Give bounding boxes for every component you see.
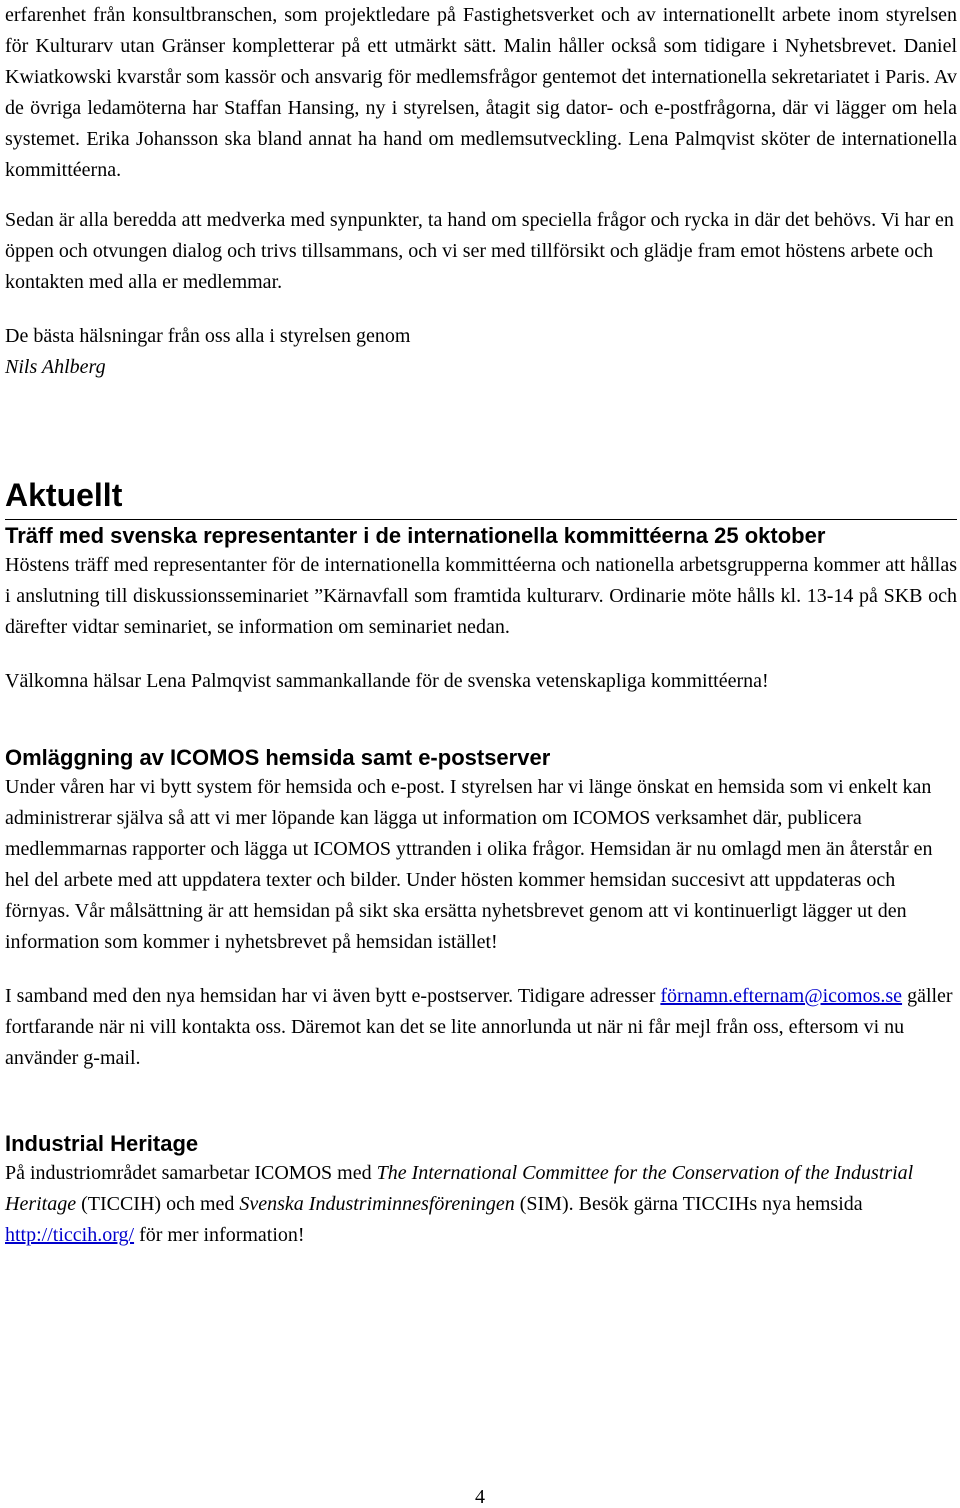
meeting-heading: Träff med svenska representanter i de internationella kommittéerna 25 oktober <box>5 523 826 548</box>
website-paragraph-2-start: I samband med den nya hemsidan har vi även bytt e-postserver. Tidigare adresser <box>5 985 656 1007</box>
industrial-text-4: för mer information! <box>139 1224 305 1246</box>
page-number: 4 <box>475 1486 485 1508</box>
website-paragraph-2-end: gäller fortfarande när ni vill kontakta oss. Däremot kan det se lite annorlunda ut när ni får mejl från oss, eftersom vi nu använder g-mail. <box>5 985 953 1069</box>
website-paragraph-1: Under våren har vi bytt system för hemsida och e-post. I styrelsen har vi länge önskat en hemsida som vi enkelt kan administrerar själva så att vi mer löpande kan lägga ut information om ICOMOS verksamhet där, publicera medlemmarnas rapporter och lägga ut ICOMOS yttranden i olika frågor. Hemsidan är nu omlagd men än återstår en hel del arbete med att uppdatera texter och bilder. Under hösten kommer hemsidan succesivt att uppdateras och förnyas. Vår målsättning är att hemsidan på sikt ska ersätta nyhetsbrevet genom att vi kontinuerligt lägger ut den information som kommer i nyhetsbrevet på hemsidan istället! <box>5 776 933 953</box>
intro-paragraph-2: Sedan är alla beredda att medverka med synpunkter, ta hand om speciella frågor och rycka in där det behövs. Vi har en öppen och otvungen dialog och trivs tillsammans, och vi ser med tillförsikt och glädje fram emot höstens arbete och kontakten med alla er medlemmar. <box>5 209 954 293</box>
meeting-paragraph-1: Höstens träff med representanter för de internationella kommittéerna och nationella arbetsgrupperna kommer att hållas i anslutning till diskussionsseminariet ”Kärnavfall som framtida kulturarv. Ordinarie möte hålls kl. 13-14 på SKB och därefter vidtar seminariet, se information om seminariet nedan. <box>5 554 957 638</box>
industrial-text-3: (SIM). Besök gärna TICCIHs nya hemsida <box>519 1193 863 1215</box>
website-heading: Omläggning av ICOMOS hemsida samt e-postserver <box>5 745 551 770</box>
website-paragraph-2 <box>5 981 957 1074</box>
industrial-paragraph <box>5 1158 957 1251</box>
document-page <box>5 0 957 1251</box>
email-link[interactable]: förnamn.efternam@icomos.se <box>660 985 903 1007</box>
industrial-text-2: (TICCIH) och med <box>81 1193 235 1215</box>
sim-name: Svenska Industriminnesföreningen <box>239 1193 515 1215</box>
section-title-aktuellt: Aktuellt <box>5 477 957 520</box>
ticcih-name: The International Committee for the Conservation of the Industrial Heritage <box>5 1162 914 1215</box>
greeting-line: De bästa hälsningar från oss alla i styrelsen genom <box>5 325 411 347</box>
industrial-heading: Industrial Heritage <box>5 1131 199 1156</box>
industrial-text-1: På industriområdet samarbetar ICOMOS med <box>5 1162 372 1184</box>
ticcih-link[interactable]: http://ticcih.org/ <box>5 1224 135 1246</box>
intro-paragraph-1: erfarenhet från konsultbranschen, som projektledare på Fastighetsverket och av internationellt arbete inom styrelsen för Kulturarv utan Gränser kompletterar på ett utmärkt sätt. Malin håller också som tidigare i Nyhetsbrevet. Daniel Kwiatkowski kvarstår som kassör och ansvarig för medlemsfrågor gentemot det internationella sekretariatet i Paris. Av de övriga ledamöterna har Staffan Hansing, ny i styrelsen, åtagit sig dator- och e-postfrågorna, där vi lägger om hela systemet. Erika Johansson ska bland annat ha hand om medlemsutveckling. Lena Palmqvist sköter de internationella kommittéerna. <box>5 4 957 181</box>
signature: Nils Ahlberg <box>5 356 106 378</box>
meeting-paragraph-2: Välkomna hälsar Lena Palmqvist sammankallande för de svenska vetenskapliga kommittéerna! <box>5 670 769 692</box>
